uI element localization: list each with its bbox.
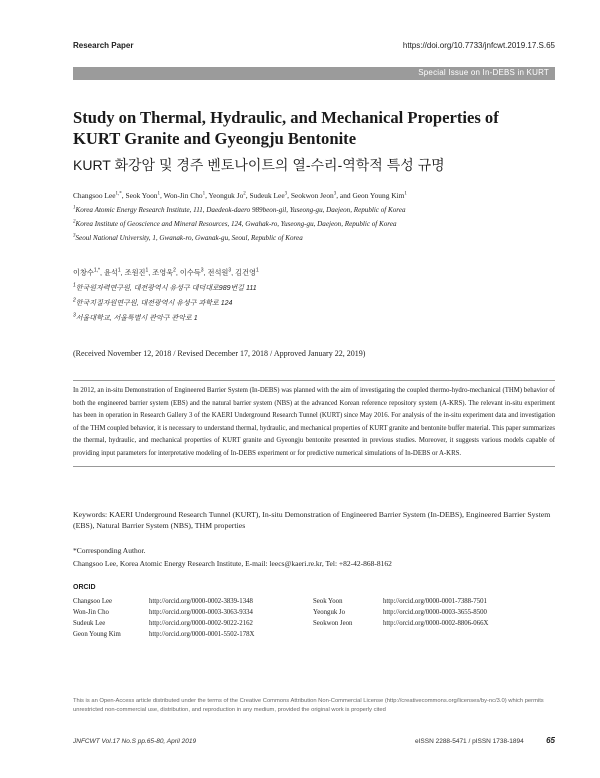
orcid-name: Won-Jin Cho (73, 609, 109, 616)
keywords: Keywords: KAERI Underground Research Tunnel (KURT), In-situ Demonstration of Engineered Barrier System (In-DEBS), Engineered Barrier System (EBS), Natural Barrier System (NBS), THM properties (73, 510, 551, 530)
affiliation-en-3: $^3$Seoul National University, 1, Gwanak-ro, Gwanak-gu, Seoul, Republic of Korea (73, 233, 303, 242)
orcid-name: Yeonguk Jo (313, 609, 345, 616)
affiliation-en-2: $^2$Korea Institute of Geoscience and Mineral Resources, 124, Gwahak-ro, Yuseong-gu, Daejeon, Republic of Korea (73, 219, 397, 228)
orcid-name: Seokwon Jeon (313, 620, 353, 627)
journal-citation: JNFCWT Vol.17 No.S pp.65-80, April 2019 (73, 738, 197, 745)
abstract: In 2012, an in-situ Demonstration of Engineered Barrier System (In-DEBS) was planned with the aim of investigating the coupled thermo-hydro-mechanical (THM) behavior of both the engineered barrier system (EBS) and the natural barrier system (NBS) at the advanced Korean reference repository system (A-KRS). The relevant in-situ experiment has been in operation in Research Gallery 3 of the KAERI Underground Research Tunnel (KURT) since May 2016. For analysis of the in-situ experiment data and investigation of the THM coupled behavior, it is necessary to understand thermal, hydraulic, and mechanical properties of KURT granite and bentonite buffer material. This paper summarizes the thermal, hydraulic, and mechanical properties of KURT granite and Gyeongju bentonite presented in previous studies. Moreover, it suggests various models capable of providing input parameters for interpretative modeling of In-DEBS experiment or for predictive numerical simulations of In-DEBS or A-KRS. (73, 380, 555, 467)
page-number: 65 (546, 736, 555, 745)
orcid-name: Seok Yoon (313, 598, 343, 605)
author: Changsoo Lee$^{1,*}$, (73, 191, 126, 200)
title-english (73, 107, 543, 149)
orcid-name: Geon Young Kim (73, 631, 121, 638)
orcid-link[interactable]: http://orcid.org/0000-0003-3655-8500 (383, 609, 487, 616)
authors-korean: 이창수$^{1,*}$, 윤석$^1$, 조원진$^1$, 조영욱$^2$, 이수득$^3$, 전석원$^3$, 김건영$^1$ (73, 267, 259, 277)
title-line-2: KURT Granite and Gyeongju Bentonite (73, 129, 357, 148)
special-issue-banner (73, 67, 555, 80)
author: Won-Jin Cho$^1$, (163, 191, 209, 200)
title-korean: KURT 화강암 및 경주 벤토나이트의 열-수리-역학적 특성 규명 (73, 157, 445, 173)
title-line-1: Study on Thermal, Hydraulic, and Mechanical Properties of (73, 108, 499, 127)
authors-english (73, 190, 407, 201)
issn-info: eISSN 2288-5471 / pISSN 1738-1894 (415, 738, 524, 745)
author: Sudeuk Lee$^3$, (249, 191, 291, 200)
doi-link[interactable]: https://doi.org/10.7733/jnfcwt.2019.17.S.65 (402, 41, 555, 50)
orcid-name: Sudeuk Lee (73, 620, 106, 627)
author: Seokwon Jeon$^3$, and (290, 191, 353, 200)
affiliation-ko-1: $^1$한국원자력연구원, 대전광역시 유성구 대덕대로989번길 111 (73, 282, 257, 292)
orcid-link[interactable]: http://orcid.org/0000-0002-9022-2162 (149, 620, 253, 627)
paper-type-label: Research Paper (73, 41, 134, 50)
orcid-link[interactable]: http://orcid.org/0000-0001-5502-178X (149, 631, 255, 638)
special-issue-label: Special Issue on In-DEBS in KURT (418, 68, 549, 77)
orcid-heading: ORCID (73, 584, 96, 591)
affiliation-ko-2: $^2$한국지질자원연구원, 대전광역시 유성구 과학로 124 (73, 297, 233, 307)
affiliation-ko-3: $^3$서울대학교, 서울특별시 관악구 관악로 1 (73, 312, 198, 322)
corresponding-author-info: Changsoo Lee, Korea Atomic Energy Research Institute, E-mail: leecs@kaeri.re.kr, Tel: +82-42-868-8162 (73, 559, 392, 568)
author: Geon Young Kim$^1$ (352, 191, 407, 200)
orcid-link[interactable]: http://orcid.org/0000-0002-8806-066X (383, 620, 489, 627)
received-dates: (Received November 12, 2018 / Revised December 17, 2018 / Approved January 22, 2019) (73, 349, 366, 358)
orcid-name: Changsoo Lee (73, 598, 113, 605)
license-notice: This is an Open-Access article distributed under the terms of the Creative Commons Attribution Non-Commercial License (http://creativecommons.org/licenses/by-nc/3.0) which permits unrestricted non-commercial use, distribution, and reproduction in any medium, provided the original work is properly cited (73, 698, 544, 713)
corresponding-author-label: *Corresponding Author. (73, 546, 146, 555)
author: Seok Yoon$^1$, (125, 191, 164, 200)
author: Yeonguk Jo$^2$, (208, 191, 250, 200)
orcid-link[interactable]: http://orcid.org/0000-0003-3063-9334 (149, 609, 253, 616)
affiliation-en-1: $^1$Korea Atomic Energy Research Institute, 111, Daedeok-daero 989beon-gil, Yuseong-gu, Daejeon, Republic of Korea (73, 205, 406, 214)
orcid-link[interactable]: http://orcid.org/0000-0002-3839-1348 (149, 598, 253, 605)
orcid-link[interactable]: http://orcid.org/0000-0001-7388-7501 (383, 598, 487, 605)
